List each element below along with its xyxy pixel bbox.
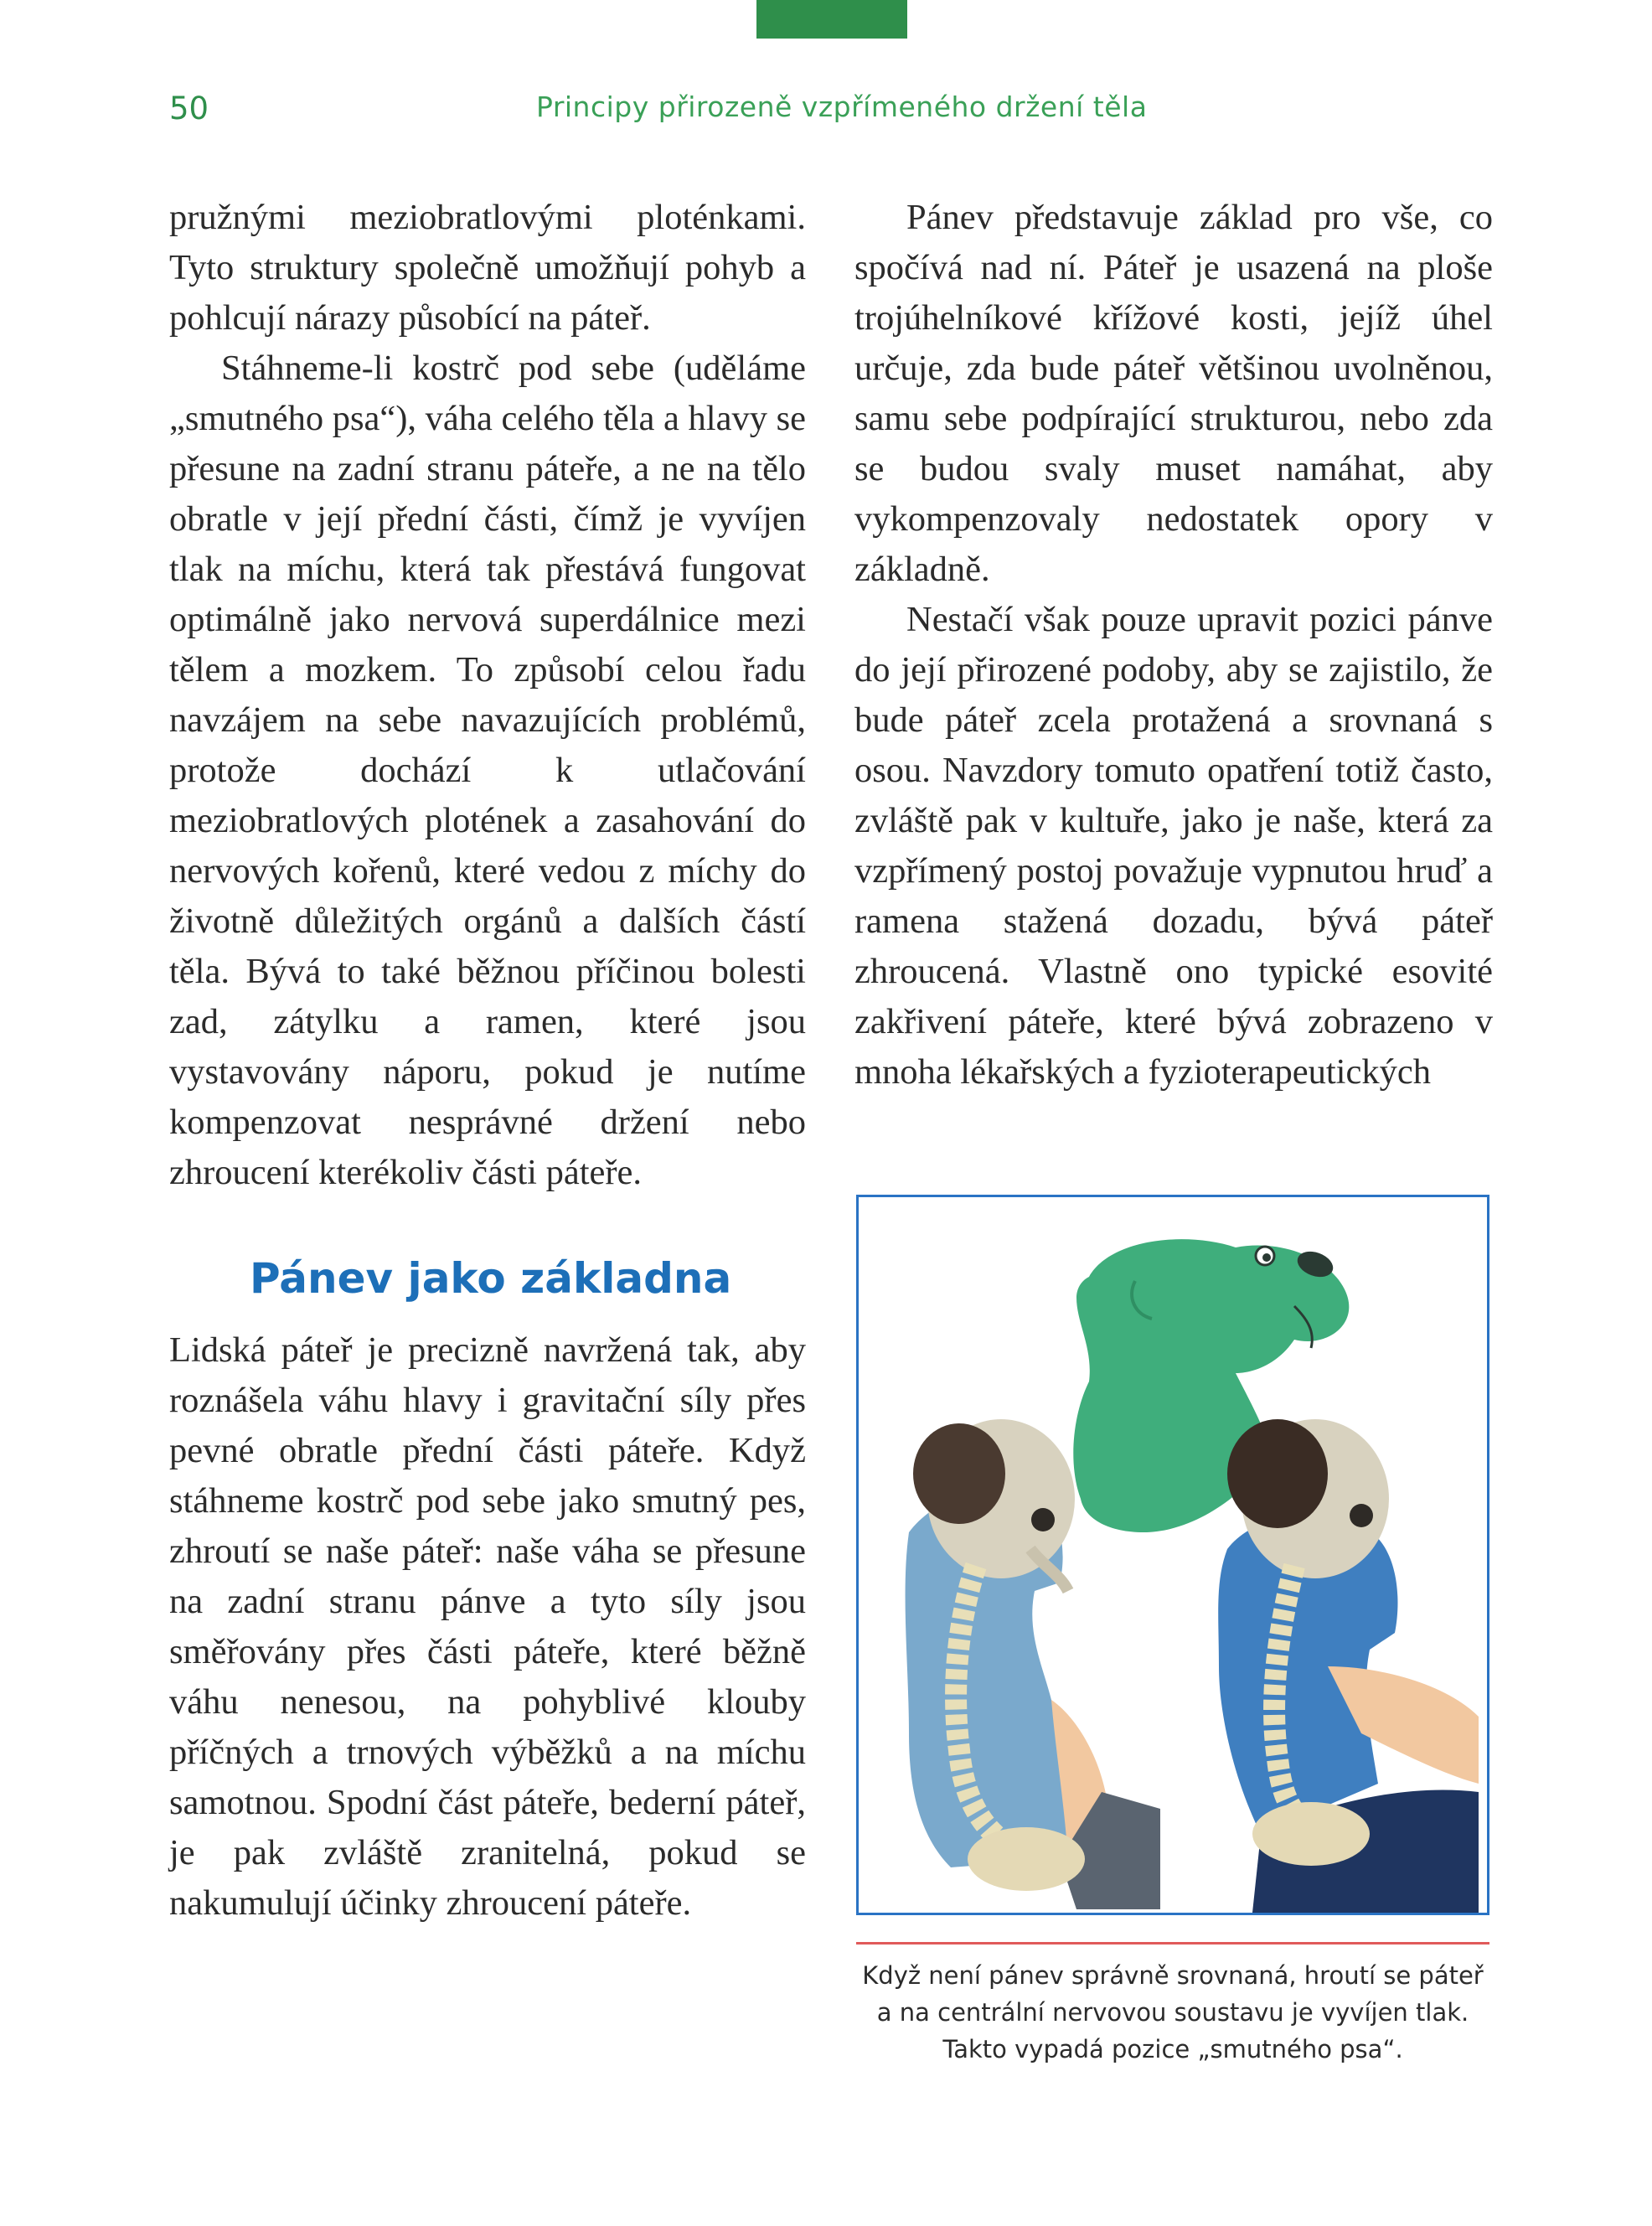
- right-column: [854, 193, 1493, 1098]
- figure-illustration: [859, 1197, 1487, 1913]
- caption-rule: [856, 1942, 1489, 1945]
- hair: [913, 1423, 1005, 1524]
- top-color-tab: [756, 0, 907, 39]
- left-column: [169, 193, 806, 1929]
- running-title: Principy přirozeně vzpřímeného držení těla: [536, 90, 1148, 123]
- sitting-person-illustration: [1218, 1419, 1479, 1913]
- left-paragraph-1: pružnými meziobratlovými ploténkami. Tyto struktury společně umožňují pohyb a pohlcují nárazy působící na páteř.: [169, 198, 806, 338]
- right-paragraph-1: Pánev představuje základ pro vše, co spočívá nad ní. Páteř je usazená na ploše trojúhelníkové křížové kosti, jejíž úhel určuje, zda bude páteř většinou uvolněnou, samu sebe podpírající strukturou, nebo zda se budou svaly muset namáhat, aby vykompenzovaly nedostatek opory v základně.: [854, 198, 1493, 589]
- left-paragraph-2: Stáhneme-li kostrč pod sebe (uděláme „smutného psa“), váha celého těla a hlavy se přesune na zadní stranu páteře, a ne na tělo obratle v její přední části, čímž je vyvíjen tlak na míchu, která tak přestává fungovat optimálně jako nervová superdálnice mezi tělem a mozkem. To způsobí celou řadu navzájem na sebe navazujících problémů, protože dochází k utlačování meziobratlových plotének a zasahování do nervových kořenů, které vedou z míchy do životně důležitých orgánů a dalších částí těla. Bývá to také běžnou příčinou bolesti zad, zátylku a ramen, které jsou vystavovány náporu, pokud je nutíme kompenzovat nesprávné držení nebo zhroucení kterékoliv části páteře.: [169, 349, 806, 1192]
- pelvis: [968, 1827, 1085, 1891]
- right-paragraph-2: Nestačí však pouze upravit pozici pánve do její přirozené podoby, aby se zajistilo, že bude páteř zcela protažená a srovnaná s osou. Navzdory tomuto opatření totiž často, zvláště pak v kultuře, jako je naše, která za vzpřímený postoj považuje vypnutou hruď a ramena stažená dozadu, bývá páteř zhroucená. Vlastně ono typické esovité zakřivení páteře, které bývá zobrazeno v mnoha lékařských a fyzioterapeutických: [854, 600, 1493, 1092]
- left-paragraph-3: Lidská páteř je precizně navržená tak, aby roznášela váhu hlavy i gravitační síly přes pevné obratle přední části páteře. Když stáhneme kostrč pod sebe jako smutný pes, zhroutí se naše páteř: naše váha se přesune na zadní stranu pánve a tyto síly jsou směřovány přes části páteře, které běžně váhu nenesou, na pohyblivé klouby příčných a trnových výběžků a na míchu samotnou. Spodní část páteře, bederní páteř, je pak zvláště zranitelná, pokud se nakumulují účinky zhroucení páteře.: [169, 1330, 806, 1923]
- sad-dog-figure: [856, 1195, 1489, 1915]
- page-number: 50: [169, 90, 209, 127]
- section-heading: Pánev jako základna: [250, 1254, 732, 1303]
- figure-caption: Když není pánev správně srovnaná, hroutí se páteř a na centrální nervovou soustavu je vyvíjen tlak. Takto vypadá pozice „smutného psa“.: [862, 1961, 1484, 2063]
